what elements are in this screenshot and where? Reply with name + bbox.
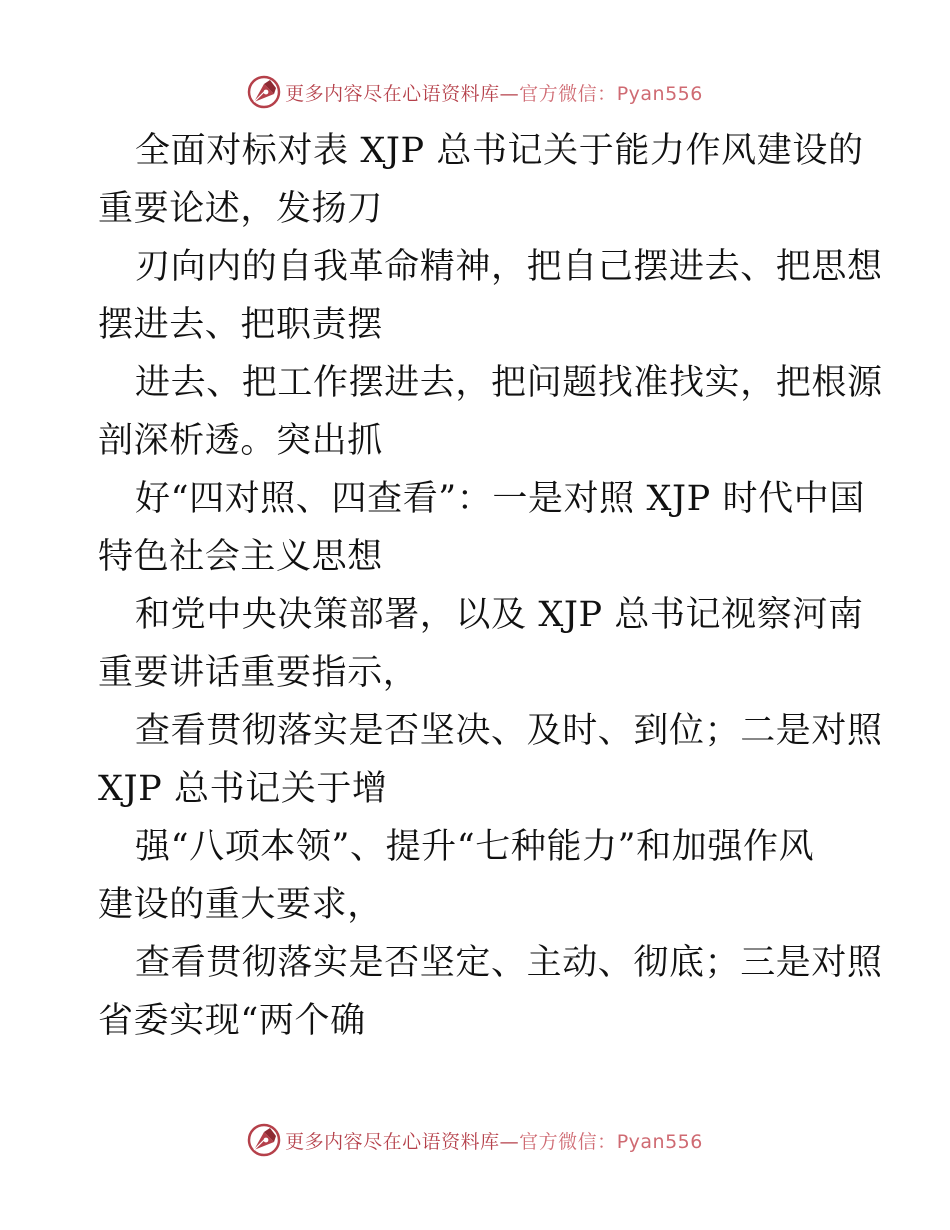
text-line-12: XJP 总书记关于增 xyxy=(98,769,388,809)
watermark-separator: — xyxy=(499,82,520,105)
text-line-10: 重要讲话重要指示， xyxy=(98,653,419,693)
text-line-14: 建设的重大要求， xyxy=(98,885,383,925)
text-line-6: 剖深析透。突出抓 xyxy=(98,421,383,461)
pen-nib-logo-icon xyxy=(247,75,281,109)
watermark-wechat-label: 官方微信： xyxy=(519,82,617,105)
text-line-16: 省委实现“两个确 xyxy=(98,1001,366,1041)
text-line-2: 重要论述，发扬刀 xyxy=(98,189,383,229)
footer-watermark xyxy=(0,1120,950,1160)
text-line-8: 特色社会主义思想 xyxy=(98,537,383,577)
pen-nib-logo-icon xyxy=(247,1123,281,1157)
text-line-13: 强“八项本领”、提升“七种能力”和加强作风 xyxy=(135,827,815,867)
document-body xyxy=(98,122,883,1050)
header-watermark xyxy=(0,72,950,112)
watermark-text xyxy=(285,1127,703,1154)
text-line-11: 查看贯彻落实是否坚决、及时、到位；二是对照 xyxy=(135,711,883,751)
watermark-brand: 更多内容尽在心语资料库 xyxy=(285,1130,500,1153)
text-line-4: 摆进去、把职责摆 xyxy=(98,305,383,345)
watermark-wechat-label: 官方微信： xyxy=(519,1130,617,1153)
text-line-9: 和党中央决策部署，以及 XJP 总书记视察河南 xyxy=(135,595,864,635)
text-line-15: 查看贯彻落实是否坚定、主动、彻底；三是对照 xyxy=(135,943,883,983)
text-line-7: 好“四对照、四查看”：一是对照 XJP 时代中国 xyxy=(135,479,865,519)
text-line-5: 进去、把工作摆进去，把问题找准找实，把根源 xyxy=(135,363,883,403)
watermark-text xyxy=(285,79,703,106)
watermark-separator: — xyxy=(499,1130,520,1153)
watermark-wechat-id: Pyan556 xyxy=(616,1130,703,1153)
watermark-brand: 更多内容尽在心语资料库 xyxy=(285,82,500,105)
watermark-wechat-id: Pyan556 xyxy=(616,82,703,105)
text-line-1: 全面对标对表 XJP 总书记关于能力作风建设的 xyxy=(135,131,864,171)
text-line-3: 刃向内的自我革命精神，把自己摆进去、把思想 xyxy=(135,247,883,287)
